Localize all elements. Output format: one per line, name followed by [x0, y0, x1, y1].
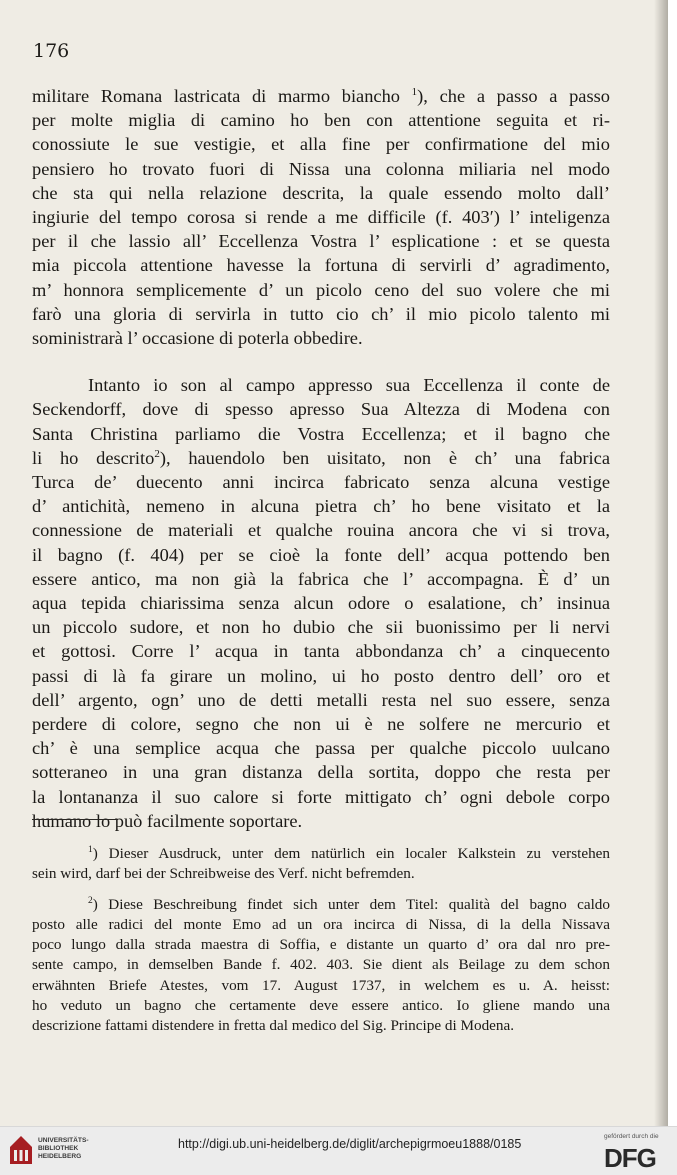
text-segment: li ho descrito [32, 447, 155, 468]
text-line [32, 518, 610, 542]
footnote-line [32, 996, 610, 1016]
paragraph-gap [32, 350, 610, 373]
text-line [32, 736, 610, 760]
text-line [32, 302, 610, 326]
text-segment: Intanto io son al campo appresso sua Eccellenza il conte de [88, 375, 610, 396]
text-line [32, 373, 610, 397]
text-segment: d’ antichità, nemeno in alcuna pietra ch’ ho bene visitato et la [32, 496, 610, 517]
footnote-line [32, 844, 610, 864]
text-segment: ), che a passo a passo [417, 86, 610, 106]
footnote-line [32, 915, 610, 935]
text-segment: aqua tepida chiarissima senza alcun odore o esalatione, ch’ insinua [32, 593, 610, 614]
text-segment: farò una gloria di servirla in tutto cio ch’ il mio picolo talento mi [32, 303, 610, 324]
text-line [32, 157, 610, 181]
footnote-number: 2 [88, 895, 93, 906]
footnote-text: sein wird, darf bei der Schreibweise des Verf. nicht befremden. [32, 865, 415, 883]
footnote [32, 844, 610, 885]
footnotes [32, 844, 610, 1037]
text-line [32, 422, 610, 446]
footnote-marker: 2 [154, 447, 160, 460]
text-line [32, 181, 610, 205]
text-segment: et gottosi. Corre l’ acqua in tanta abbondanza ch’ a cinquecento [32, 641, 610, 662]
text-line [32, 326, 610, 350]
text-segment: il bagno (f. 404) per se cioè la fonte dell’ acqua pottendo ben [32, 544, 610, 565]
text-line [32, 253, 610, 277]
text-line [32, 108, 610, 132]
library-name [38, 1137, 89, 1161]
footnote-gap [32, 885, 610, 895]
text-segment: la lontananza il suo calore si forte mittigato ch’ ogni debole corpo [32, 786, 610, 807]
text-segment: ch’ è una semplice acqua che passa per qualche piccolo uulcano [32, 738, 610, 759]
text-segment: conossiute le sue vestigie, et alla fine per confirmatione del mio [32, 134, 610, 155]
text-line [32, 543, 610, 567]
text-segment: per il che lassio all’ Eccellenza Vostra l’ esplicatione : et se questa [32, 231, 610, 252]
library-name-line2: BIBLIOTHEK [38, 1145, 79, 1152]
funding-caption: gefördert durch die [604, 1133, 659, 1140]
text-segment: ), hauendolo ben uisitato, non è ch’ una fabrica [159, 447, 610, 468]
text-segment: pensiero ho trovato fuori di Nissa una colonna miliaria nel modo [32, 158, 610, 179]
text-line [32, 84, 610, 108]
text-line [32, 688, 610, 712]
text-line [32, 760, 610, 784]
text-line [32, 591, 610, 615]
paragraph [32, 373, 610, 833]
text-line [32, 278, 610, 302]
footnote-line [32, 864, 610, 884]
text-line [32, 446, 610, 470]
text-line [32, 470, 610, 494]
text-line [32, 712, 610, 736]
text-segment: dell’ argento, ogn’ uno de detti metalli resta nel suo essere, senza [32, 689, 610, 710]
university-seal-icon [8, 1135, 34, 1165]
text-line [32, 664, 610, 688]
footnote-text: descrizione fattami distendere in fretta dal medico del Sig. Principe di Modena. [32, 1017, 515, 1035]
footnote-text: ) Dieser Ausdruck, unter dem natürlich ein localer Kalkstein zu verstehen [92, 845, 610, 862]
footnote-line [32, 976, 610, 996]
text-segment: per molte miglia di camino ho ben con attentione seguita et ri- [32, 110, 610, 131]
text-segment: Turca de’ duecento anni incirca fabricato senza alcuna vestige [32, 472, 610, 493]
text-segment: passi di là fa girare un molino, ui ho posto dentro dell’ oro et [32, 665, 610, 686]
footnote-text: poco lungo dalla strada maestra di Soffia, e distante un quarto d’ ora dal nro pre- [32, 936, 610, 954]
footnote-text: erwähnten Briefe Atestes, vom 17. August 1737, in welchem es u. A. heisst: [32, 976, 610, 994]
text-line [32, 205, 610, 229]
footnote-line [32, 955, 610, 975]
permalink-url[interactable]: http://digi.ub.uni-heidelberg.de/diglit/archepigrmoeu1888/0185 [178, 1137, 522, 1151]
footnote-line [32, 895, 610, 915]
footnote-number: 1 [88, 845, 93, 855]
text-line [32, 397, 610, 421]
text-line [32, 615, 610, 639]
text-line [32, 785, 610, 809]
text-line [32, 567, 610, 591]
library-name-line1: UNIVERSITÄTS- [38, 1137, 89, 1144]
dfg-logo: DFG [604, 1143, 656, 1173]
text-segment: un piccolo sudore, et non ho dubio che sii buonissimo per li nervi [32, 617, 610, 638]
footnote-marker: 1 [411, 86, 418, 98]
text-segment: soministrarà l’ occasione di poterla obbedire. [32, 328, 363, 349]
text-segment: essere antico, ma non già la fabrica che l’ accompagna. È d’ un [32, 568, 610, 589]
footnote-separator [32, 819, 118, 820]
footnote-text: ho veduto un bagno che certamente deve essere antico. Io gliene mando una [32, 997, 610, 1015]
text-segment: Santa Christina parliamo die Vostra Eccellenza; et il bagno che [32, 423, 610, 444]
viewer-footer [0, 1126, 677, 1175]
text-segment: militare Romana lastricata di marmo biancho [32, 86, 412, 106]
footnote-line [32, 935, 610, 955]
body-text [32, 84, 610, 833]
text-line [32, 229, 610, 253]
footnote-text: posto alle radici del monte Emo ad un ora incirca di Nissa, di la della Nissava [32, 915, 610, 933]
footnote [32, 895, 610, 1037]
library-name-line3: HEIDELBERG [38, 1153, 82, 1160]
text-segment: connessione de materiali et qualche rouina ancora che vi si trova, [32, 520, 610, 541]
text-line [32, 494, 610, 518]
text-segment: humano lo può facilmente soportare. [32, 810, 303, 831]
text-segment: perdere di colore, segno che non ui è ne solfere ne mercurio et [32, 714, 610, 735]
text-segment: Seckendorff, dove di spesso apresso Sua Altezza di Modena con [32, 399, 610, 420]
paragraph [32, 84, 610, 350]
text-line [32, 809, 610, 833]
page-edge-shadow [654, 0, 668, 1126]
text-segment: che sta qui nella relazione descrita, la quale essendo molto dall’ [32, 182, 610, 203]
text-segment: mia piccola attentione havesse la fortuna di servirli d’ agradimento, [32, 255, 610, 276]
text-segment: sotteraneo in una gran distanza della sortita, doppo che resta per [32, 762, 610, 783]
text-line [32, 132, 610, 156]
footnote-text: ) Diese Beschreibung findet sich unter dem Titel: qualità del bagno caldo [92, 895, 610, 913]
footnote-line [32, 1016, 610, 1036]
footnote-text: sente campo, in demselben Bande f. 402. 403. Sie dient als Beilage zu dem schon [32, 956, 610, 974]
text-segment: ingiurie del tempo corosa si rende a me difficile (f. 403′) l’ inteligenza [32, 207, 610, 228]
page-number: 176 [33, 40, 70, 62]
text-line [32, 639, 610, 663]
text-segment: m’ honnora semplicemente d’ un picolo ceno del suo volere che mi [32, 279, 610, 300]
